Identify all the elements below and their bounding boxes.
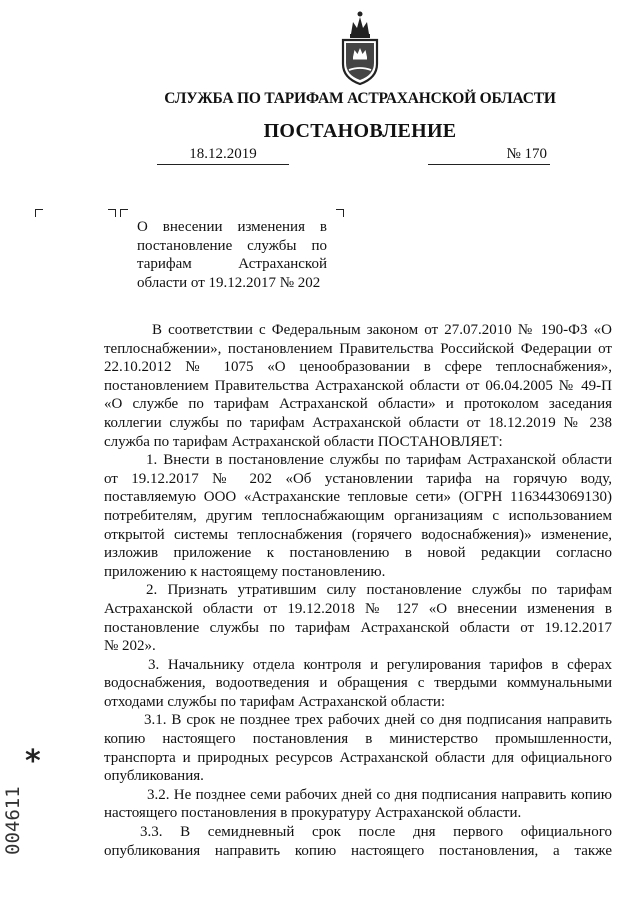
subject-line: области от 19.12.2017 № 202 (137, 274, 321, 291)
item-3-2-paragraph (104, 786, 612, 823)
text-line: потребителям, другим теплоснабжающим организациям с использованием (104, 507, 612, 524)
text-line: копию настоящего постановления в министерство промышленности, (104, 731, 612, 748)
text-line: 1. Внести в постановление службы по тарифам Астраханской области (146, 452, 612, 469)
document-title: ПОСТАНОВЛЕНИЕ (263, 120, 457, 142)
stamp-asterisk: * (25, 744, 41, 779)
preamble-paragraph (104, 321, 612, 451)
corner-mark-left (35, 209, 43, 217)
item-3-1-paragraph (104, 711, 612, 785)
text-line: опубликования. (104, 768, 204, 785)
text-line: открытой системы теплоснабжения (горячего водоснабжения)» изменение, (104, 526, 612, 543)
text-line: теплоснабжении», постановлением Правительства Российской Федерации от (104, 340, 612, 357)
text-line: водоснабжения, водоотведения и обращения с твердыми коммунальными (104, 675, 612, 692)
text-line: настоящего постановления в прокуратуру Астраханской области. (104, 805, 522, 822)
text-line: постановление службы по тарифам Астраханской области от 19.12.2017 (104, 619, 612, 636)
subject-line: тарифам Астраханской (137, 256, 327, 272)
text-line: коллегии службы по тарифам Астраханской области от 18.12.2019 № 238 (104, 414, 612, 431)
text-line: № 202». (104, 638, 156, 655)
coat-of-arms-emblem (337, 8, 383, 86)
text-line: Астраханской области от 19.12.2018 № 127 «О внесении изменения в (104, 600, 612, 617)
item-3-paragraph (104, 656, 612, 712)
document-body (104, 321, 612, 860)
text-line: постановлением Правительства Астраханской области от 06.04.2005 № 49-П (104, 377, 612, 394)
document-date (157, 146, 289, 165)
text-line: служба по тарифам Астраханской области ПОСТАНОВЛЯЕТ: (104, 433, 503, 450)
item-2-paragraph (104, 581, 612, 655)
text-line: от 19.12.2017 № 202 «Об установлении тарифа на горячую воду, (104, 470, 612, 487)
text-line: опубликования направить копию настоящего постановления, а также (104, 842, 612, 859)
document-number (428, 146, 550, 165)
subject-line: постановление службы по (137, 237, 327, 254)
registry-serial-number: 004611 (2, 786, 24, 855)
text-line: 3.3. В семидневный срок после дня первого официального (140, 824, 612, 841)
organization-name: СЛУЖБА ПО ТАРИФАМ АСТРАХАНСКОЙ ОБЛАСТИ (164, 90, 556, 107)
text-line: 2. Признать утратившим силу постановление службы по тарифам (146, 582, 612, 599)
text-line: отходами службы по тарифам Астраханской области: (104, 693, 446, 710)
text-line: транспорта и природных ресурсов Астраханской области для официального (104, 749, 612, 766)
number-value: № 170 (506, 146, 547, 162)
text-line: В соответствии с Федеральным законом от 27.07.2010 № 190-ФЗ «О (152, 322, 612, 338)
text-line: 3. Начальнику отдела контроля и регулирования тарифов в сферах (148, 656, 612, 673)
item-3-3-paragraph (104, 823, 612, 860)
text-line: «О службе по тарифам Астраханской области» и протоколом заседания (104, 396, 612, 413)
date-value: 18.12.2019 (189, 146, 257, 162)
corner-mark-subject-left (108, 209, 116, 217)
corner-mark-subject-right (120, 209, 128, 217)
document-subject (137, 218, 327, 292)
corner-mark-right (336, 209, 344, 217)
item-1-paragraph (104, 451, 612, 581)
text-line: 3.2. Не позднее семи рабочих дней со дня подписания направить копию (147, 786, 612, 803)
text-line: 22.10.2012 № 1075 «О ценообразовании в сфере теплоснабжения», (104, 359, 612, 376)
text-line: 3.1. В срок не позднее трех рабочих дней со дня подписания направить (144, 712, 612, 729)
text-line: приложению к настоящему постановлению. (104, 563, 386, 580)
text-line: поставляемую ООО «Астраханские тепловые сети» (ОГРН 1163443069130) (104, 489, 612, 506)
subject-line: О внесении изменения в (137, 219, 327, 235)
text-line: изложив приложение к постановлению в новой редакции согласно (104, 545, 612, 562)
